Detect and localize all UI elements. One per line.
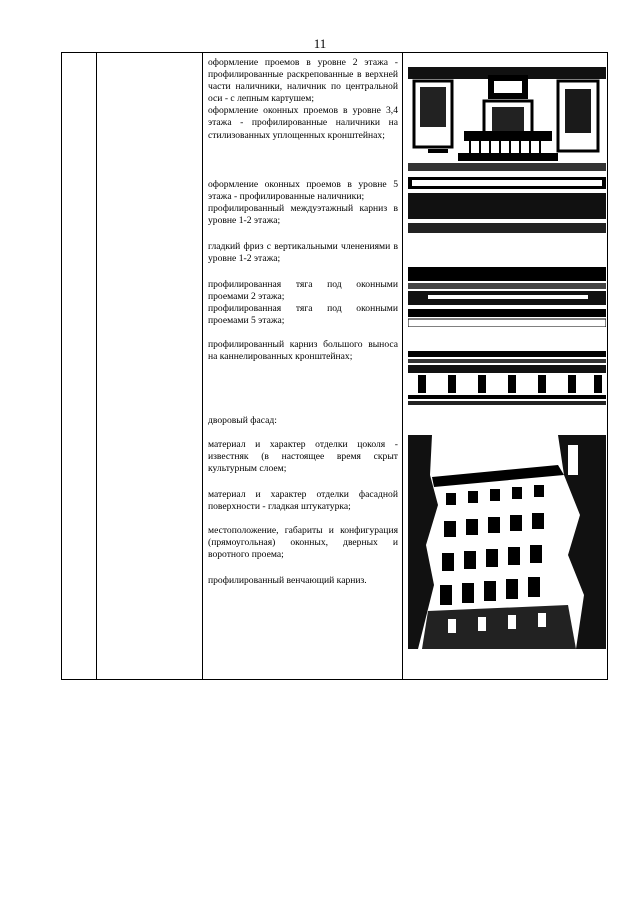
paragraph: профилированная тяга под оконными проемами 5 этажа;	[208, 303, 398, 327]
paragraph: местоположение, габариты и конфигурация (прямоугольная) оконных, дверных и воротного проема;	[208, 525, 398, 561]
paragraph: профилированный междуэтажный карниз в уровне 1-2 этажа;	[208, 203, 398, 227]
text-block	[208, 57, 398, 142]
balcony-facade-photo	[408, 67, 606, 171]
cornice-brackets-photo	[408, 349, 606, 405]
paragraph: оформление оконных проемов в уровне 3,4 этажа - профилированные наличники на стилизованных уплощенных кронштейнах;	[208, 105, 398, 141]
text-block	[208, 279, 398, 327]
text-block	[208, 525, 398, 561]
courtyard-facade-photo	[408, 435, 606, 649]
paragraph: гладкий фриз с вертикальными членениями в уровне 1-2 этажа;	[208, 241, 398, 265]
window-band-photo	[408, 177, 606, 327]
column-divider	[402, 53, 403, 679]
text-block	[208, 179, 398, 227]
text-block	[208, 415, 398, 427]
paragraph: профилированный венчающий карниз.	[208, 575, 367, 586]
text-block	[208, 241, 398, 265]
paragraph: материал и характер отделки фасадной поверхности - гладкая штукатурка;	[208, 489, 398, 513]
text-block	[208, 439, 398, 475]
column-divider	[96, 53, 97, 679]
paragraph: материал и характер отделки цоколя - известняк (в настоящее время скрыт культурным слоем;	[208, 439, 398, 475]
paragraph: оформление проемов в уровне 2 этажа - профилированные раскрепованные в верхней части наличники, наличник по центральной оси - с лепным картушем;	[208, 57, 398, 105]
paragraph: профилированный карниз большого выноса на каннелированных кронштейнах;	[208, 339, 398, 363]
column-divider	[202, 53, 203, 679]
text-block	[208, 575, 398, 587]
text-block	[208, 339, 398, 363]
paragraph: профилированная тяга под оконными проемами 2 этажа;	[208, 279, 398, 303]
paragraph: дворовый фасад:	[208, 415, 277, 426]
description-table	[61, 52, 608, 680]
paragraph: оформление оконных проемов в уровне 5 этажа - профилированные наличники;	[208, 179, 398, 203]
text-block	[208, 489, 398, 513]
page-number: 11	[313, 36, 327, 51]
